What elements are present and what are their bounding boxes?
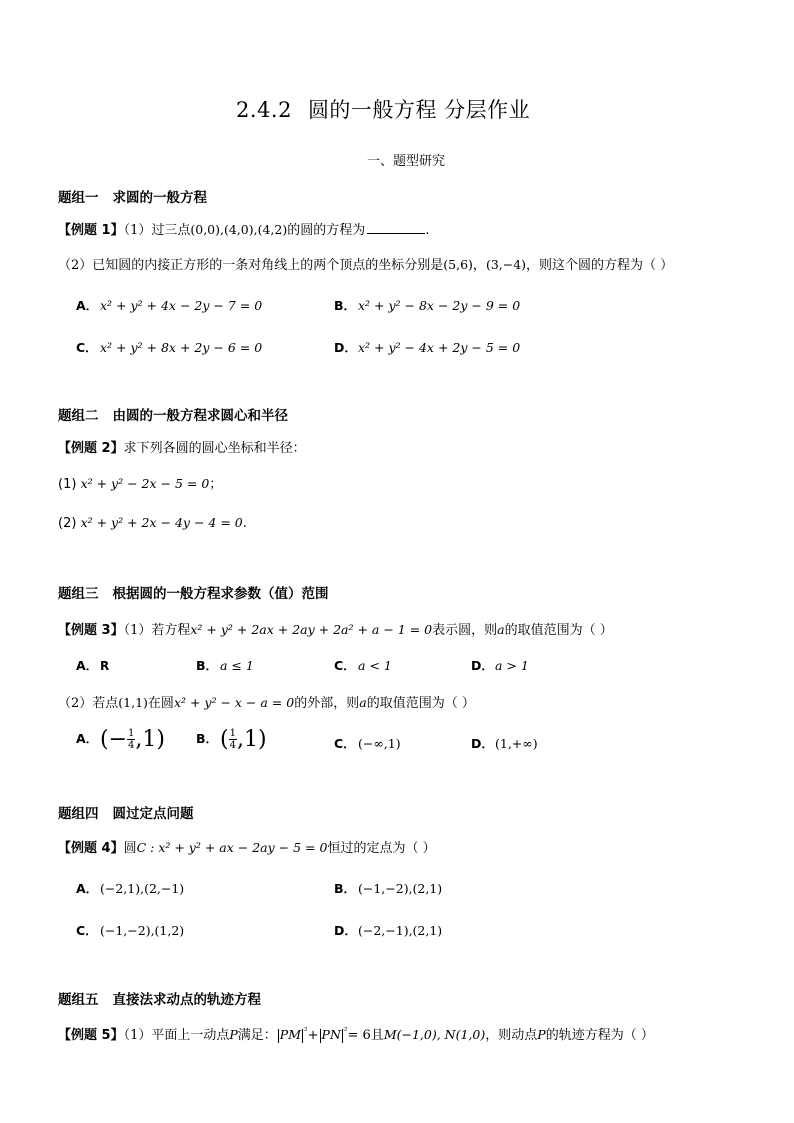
option-a[interactable] — [76, 296, 262, 314]
abs-bar — [302, 1029, 303, 1043]
math-point: (1,1) — [118, 695, 148, 710]
option-a[interactable] — [76, 879, 184, 897]
question-text: ，则动点 — [485, 1028, 538, 1043]
option-expr: (−∞,1) — [358, 736, 401, 751]
option-key: A． — [76, 298, 99, 313]
question-text: （1）平面上一动点 — [123, 1028, 230, 1043]
option-b[interactable] — [334, 879, 442, 897]
option-key: A． — [76, 658, 99, 673]
option-expr: x² + y² − 8x − 2y − 9 = 0 — [358, 298, 521, 313]
numerator: 1 — [128, 728, 135, 739]
option-key: B． — [334, 298, 357, 313]
numerator: 1 — [229, 728, 236, 739]
option-b[interactable] — [196, 727, 267, 752]
item-number: (2) — [58, 516, 77, 531]
math-var: P — [229, 1027, 238, 1042]
option-key: C． — [334, 736, 356, 751]
option-c[interactable] — [334, 734, 401, 752]
option-key: A． — [76, 731, 99, 746]
question-text: （2）已知圆的内接正方形的一条对角线上的两个顶点的坐标分别是 — [58, 258, 444, 273]
question-text: 求下列各圆的圆心坐标和半径： — [123, 441, 306, 456]
option-expr: x² + y² + 8x + 2y − 6 = 0 — [100, 340, 263, 355]
group-label: 题组五 — [58, 992, 99, 1008]
item-end: ； — [209, 477, 223, 492]
option-key: D． — [471, 658, 494, 673]
option-left: (− — [100, 727, 128, 752]
question-text: （1）若方程 — [123, 623, 191, 638]
option-b[interactable] — [196, 656, 254, 674]
option-right: ,1) — [135, 727, 165, 752]
group-title: 求圆的一般方程 — [112, 190, 207, 206]
example-5-part-1 — [58, 1024, 654, 1043]
option-d[interactable] — [334, 921, 442, 939]
abs-bar — [342, 1029, 343, 1043]
question-text: 表示圆，则 — [432, 623, 498, 638]
example-tag: 【例题 5】 — [58, 1028, 124, 1043]
item-expr: x² + y² + 2x − 4y − 4 = 0 — [80, 515, 243, 530]
math-var: a — [359, 695, 367, 710]
option-key: C． — [76, 340, 98, 355]
group-heading-4 — [58, 802, 194, 822]
group-heading-1 — [58, 186, 207, 206]
denominator: 4 — [229, 740, 236, 751]
option-c[interactable] — [76, 338, 262, 356]
item-end: . — [242, 516, 247, 531]
question-text: 的轨迹方程为（ ） — [545, 1028, 654, 1043]
option-a[interactable] — [76, 656, 109, 674]
math-op: + — [307, 1028, 319, 1043]
question-text: 且 — [370, 1028, 384, 1043]
question-text: 圆 — [123, 841, 137, 856]
example-3-part-1 — [58, 619, 613, 638]
example-3-part-2 — [58, 692, 475, 711]
option-key: A． — [76, 881, 99, 896]
option-d[interactable] — [471, 734, 538, 752]
option-key: D． — [334, 340, 357, 355]
option-expr: x² + y² − 4x + 2y − 5 = 0 — [358, 340, 521, 355]
example-2-item-2 — [58, 515, 247, 531]
option-key: B． — [196, 731, 219, 746]
group-label: 题组一 — [58, 190, 99, 206]
group-heading-5 — [58, 988, 261, 1008]
question-text: （1）过三点 — [123, 223, 191, 238]
option-key: C． — [76, 923, 98, 938]
math-var: a — [497, 622, 505, 637]
math-points: M(−1,0), N(1,0) — [383, 1027, 486, 1042]
math-expr: x² + y² + 2ax + 2ay + 2a² + a − 1 = 0 — [190, 622, 433, 637]
title-text: 圆的一般方程 分层作业 — [307, 98, 531, 122]
option-key: D． — [471, 736, 494, 751]
item-expr: x² + y² − 2x − 5 = 0 — [80, 476, 210, 491]
math-eq: = 6 — [347, 1028, 371, 1043]
example-2-item-1 — [58, 473, 222, 492]
item-number: (1) — [58, 477, 77, 492]
option-expr: a > 1 — [495, 658, 529, 673]
option-left: ( — [220, 727, 229, 752]
option-expr: a < 1 — [358, 658, 392, 673]
math-expr: x² + y² − x − a = 0 — [173, 695, 295, 710]
abs-bar — [320, 1029, 321, 1043]
option-right: ,1) — [236, 727, 267, 752]
option-key: B． — [196, 658, 219, 673]
example-tag: 【例题 3】 — [58, 623, 124, 638]
superscript: ² — [304, 1026, 308, 1037]
page-title — [236, 94, 530, 124]
group-label: 题组二 — [58, 408, 99, 424]
math-var: P — [537, 1027, 546, 1042]
option-expr: x² + y² + 4x − 2y − 7 = 0 — [100, 298, 263, 313]
option-c[interactable] — [76, 921, 184, 939]
abs-bar — [278, 1029, 279, 1043]
option-expr: a ≤ 1 — [220, 658, 254, 673]
question-text: . — [425, 223, 430, 238]
question-text: 的取值范围为（ ） — [366, 696, 475, 711]
example-tag: 【例题 2】 — [58, 441, 124, 456]
section-subtitle: 一、题型研究 — [367, 154, 446, 169]
superscript: ² — [343, 1026, 348, 1037]
option-d[interactable] — [334, 338, 520, 356]
option-expr: (−2,1),(2,−1) — [100, 881, 185, 896]
section-number: 2.4.2 — [236, 98, 292, 122]
question-text: 的外部，则 — [294, 696, 360, 711]
question-text: 在圆 — [147, 696, 174, 711]
answer-blank[interactable] — [367, 222, 425, 234]
math-point: (5,6) — [443, 257, 473, 272]
question-text: ， — [472, 258, 486, 273]
example-tag: 【例题 1】 — [58, 223, 124, 238]
option-expr: (−2,−1),(2,1) — [358, 923, 443, 938]
question-text: ，则这个圆的方程为（ ） — [526, 258, 674, 273]
math-expr: C : x² + y² + ax − 2ay − 5 = 0 — [136, 840, 328, 855]
math-point: (3,−4) — [485, 257, 527, 272]
option-key: C． — [334, 658, 356, 673]
option-c[interactable] — [334, 656, 392, 674]
question-text: 的取值范围为（ ） — [504, 623, 613, 638]
option-b[interactable] — [334, 296, 520, 314]
option-a[interactable] — [76, 727, 165, 752]
group-heading-3 — [58, 582, 329, 602]
math-pn: PN — [321, 1027, 341, 1042]
example-4 — [58, 837, 436, 856]
question-text: （2）若点 — [58, 696, 119, 711]
fraction — [229, 728, 237, 751]
group-label: 题组四 — [58, 806, 99, 822]
group-label: 题组三 — [58, 586, 99, 602]
group-heading-2 — [58, 404, 288, 424]
option-expr: (−1,−2),(2,1) — [358, 881, 443, 896]
example-1-part-2 — [58, 254, 673, 273]
question-text: 的圆的方程为 — [287, 223, 366, 238]
question-text: 恒过的定点为（ ） — [327, 841, 436, 856]
option-d[interactable] — [471, 656, 529, 674]
group-title: 根据圆的一般方程求参数（值）范围 — [112, 586, 329, 602]
example-tag: 【例题 4】 — [58, 841, 124, 856]
option-expr: R — [100, 659, 110, 673]
group-title: 圆过定点问题 — [112, 806, 194, 822]
math-pm: PM — [279, 1027, 302, 1042]
math-points: (0,0),(4,0),(4,2) — [190, 222, 288, 237]
denominator: 4 — [128, 740, 135, 751]
group-title: 由圆的一般方程求圆心和半径 — [112, 408, 288, 424]
example-2 — [58, 437, 306, 456]
option-key: B． — [334, 881, 357, 896]
question-text: 满足： — [237, 1028, 277, 1043]
example-1-part-1 — [58, 219, 429, 238]
option-expr: (−1,−2),(1,2) — [100, 923, 185, 938]
group-title: 直接法求动点的轨迹方程 — [112, 992, 261, 1008]
option-expr: (1,+∞) — [495, 736, 538, 751]
option-key: D． — [334, 923, 357, 938]
